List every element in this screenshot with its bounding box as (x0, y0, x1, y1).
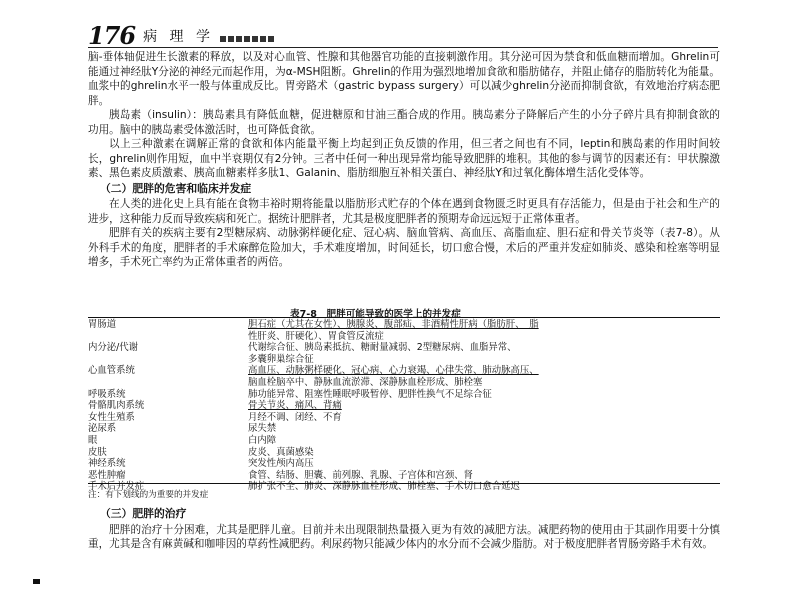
table-row (88, 423, 720, 435)
table-category: 手术后并发症 (88, 481, 145, 493)
table-cell-line: 多囊卵巢综合征 (248, 353, 314, 365)
table-cell: 肺功能异常、阻塞性睡眠呼吸暂停、肥胖性换气不足综合征 (248, 388, 492, 400)
table-row (88, 435, 720, 447)
table-category: 泌尿系 (88, 423, 117, 435)
header-rule (88, 47, 718, 48)
table-category: 呼吸系统 (88, 388, 126, 400)
table-cell (248, 317, 720, 342)
table-category: 心血管系统 (88, 365, 135, 377)
table-category: 胃肠道 (88, 319, 117, 330)
complications-table (88, 317, 720, 493)
table-row (88, 317, 720, 342)
page-number: 176 (88, 21, 136, 50)
table-category: 神经系统 (88, 458, 126, 470)
table-cell (248, 365, 720, 388)
scan-mark (33, 579, 40, 584)
table-cell-line: 代谢综合征、胰岛素抵抗、糖耐量减弱、2型糖尿病、血脂异常、 (248, 342, 517, 354)
body-bottom (88, 506, 720, 552)
table-note: 注：有下划线的为重要的并发症 (88, 490, 209, 500)
table-cell: 月经不调、闭经、不育 (248, 411, 342, 423)
paragraph-related-diseases: 肥胖有关的疾病主要有2型糖尿病、动脉粥样硬化症、冠心病、脑血管病、高血压、高脂血症、胆石症和骨关节炎等（表7-8）。从外科手术的角度，肥胖者的手术麻醉危险加大，手术难度增加，时间延长，切口愈合慢，术后的严重并发症如肺炎、感染和栓塞等明显增多，手术死亡率约为正常体重者的两倍。 (88, 227, 720, 268)
table-row (88, 412, 720, 424)
table-bottom-rule (88, 483, 720, 484)
table-cell: 白内障 (248, 434, 277, 446)
table-row (88, 400, 720, 412)
table-category: 眼 (88, 434, 98, 446)
paragraph-insulin: 胰岛素（insulin）：胰岛素具有降低血糖，促进糖原和甘油三酯合成的作用。胰岛素分子降解后产生的小分子碎片具有抑制食欲的功用。脑中的胰岛素受体激活时，也可降低食欲。 (88, 109, 720, 136)
table-category: 恶性肿瘤 (88, 469, 126, 481)
table-cell-line: 脑血栓脑卒中、静脉血流淤滞、深静脉血栓形成、肺栓塞 (248, 376, 483, 388)
section-heading-treatment: （三）肥胖的治疗 (100, 507, 187, 520)
table-cell (248, 400, 720, 412)
section-heading-complications: （二）肥胖的危害和临床并发症 (100, 181, 252, 195)
table-cell: 尿失禁 (248, 423, 277, 435)
table-title: 表7-8 肥胖可能导致的医学上的并发症 (290, 309, 461, 320)
table-row (88, 389, 720, 401)
table-row (88, 470, 720, 482)
table-row (88, 447, 720, 459)
table-cell (248, 342, 720, 365)
table-cell: 肺扩张不全、肺炎、深静脉血栓形成、肺栓塞、手术切口愈合延迟 (248, 481, 520, 493)
header-decoration (220, 36, 276, 42)
table-cell-line: 胆石症（尤其在女性）、胰腺炎、腹部疝、非酒精性肝病（脂肪肝、 脂 (248, 319, 539, 330)
paragraph-hormones-summary: 以上三种激素在调解正常的食欲和体内能量平衡上均起到正负反馈的作用，但三者之间也有不同，leptin和胰岛素的作用时间较长，ghrelin则作用短，血中半衰期仅有2分钟。三者中任何一种出现异常均能导致肥胖的堆积。其他的参与调节的因素还有：甲状腺激素、黑色素皮质激素、胰高血糖素样多肽1、Galanin、脂肪细胞互补相关蛋白、神经肽Y和过氧化酶体增生活化受体等。 (88, 138, 720, 179)
page-header (88, 22, 276, 48)
table-cell: 皮炎、真菌感染 (248, 446, 314, 458)
table-category: 骨骼肌肉系统 (88, 400, 145, 412)
table-category: 女性生殖系 (88, 411, 135, 423)
table-cell-line: 高血压、动脉粥样硬化、冠心病、心力衰竭、心律失常、肺动脉高压、 (248, 365, 539, 377)
table-cell-line: 骨关节炎、痛风、背痛 (248, 400, 342, 412)
table-category: 皮肤 (88, 446, 107, 458)
body-top (88, 50, 720, 270)
paragraph-evolution: 在人类的进化史上具有能在食物丰裕时期将能量以脂肪形式贮存的个体在遇到食物匮乏时更具有存活能力，但是由于社会和生产的进步，这种能力反而导致疾病和死亡。据统计肥胖者，尤其是极度肥胖者的预期寿命远远短于正常体重者。 (88, 198, 720, 225)
paragraph-treatment: 肥胖的治疗十分困难，尤其是肥胖儿童。目前并未出现限制热量摄入更为有效的减肥方法。减肥药物的使用由于其副作用要十分慎重，尤其是含有麻黄碱和咖啡因的草药性减肥药。利尿药物只能减少体内的水分而不会减少脂肪。对于极度肥胖者胃肠旁路手术有效。 (88, 523, 720, 550)
table-row (88, 458, 720, 470)
table-row (88, 342, 720, 365)
table-cell-line: 性肝炎、肝硬化）、胃食管反流症 (248, 330, 384, 342)
paragraph-ghrelin: 脑-垂体轴促进生长激素的释放，以及对心血管、性腺和其他器官功能的直接刺激作用。其分泌可因为禁食和低血糖而增加。Ghrelin可能通过神经肽Y分泌的神经元而起作用，为α-MSH阻断。Ghrelin的作用为强烈地增加食欲和脂肪储存，并阻止储存的脂肪转化为能量。血浆中的ghrelin水平一般与体重成反比。胃旁路术（gastric bypass surgery）可以减少ghrelin分泌而抑制食欲，有效地治疗病态肥胖。 (88, 51, 720, 107)
table-category: 内分泌/代谢 (88, 342, 139, 354)
book-title: 病 理 学 (143, 29, 215, 45)
table-cell: 食管、结肠、胆囊、前列腺、乳腺、子宫体和宫颈、肾 (248, 469, 474, 481)
table-cell: 突发性颅内高压 (248, 458, 314, 470)
table-row (88, 365, 720, 388)
